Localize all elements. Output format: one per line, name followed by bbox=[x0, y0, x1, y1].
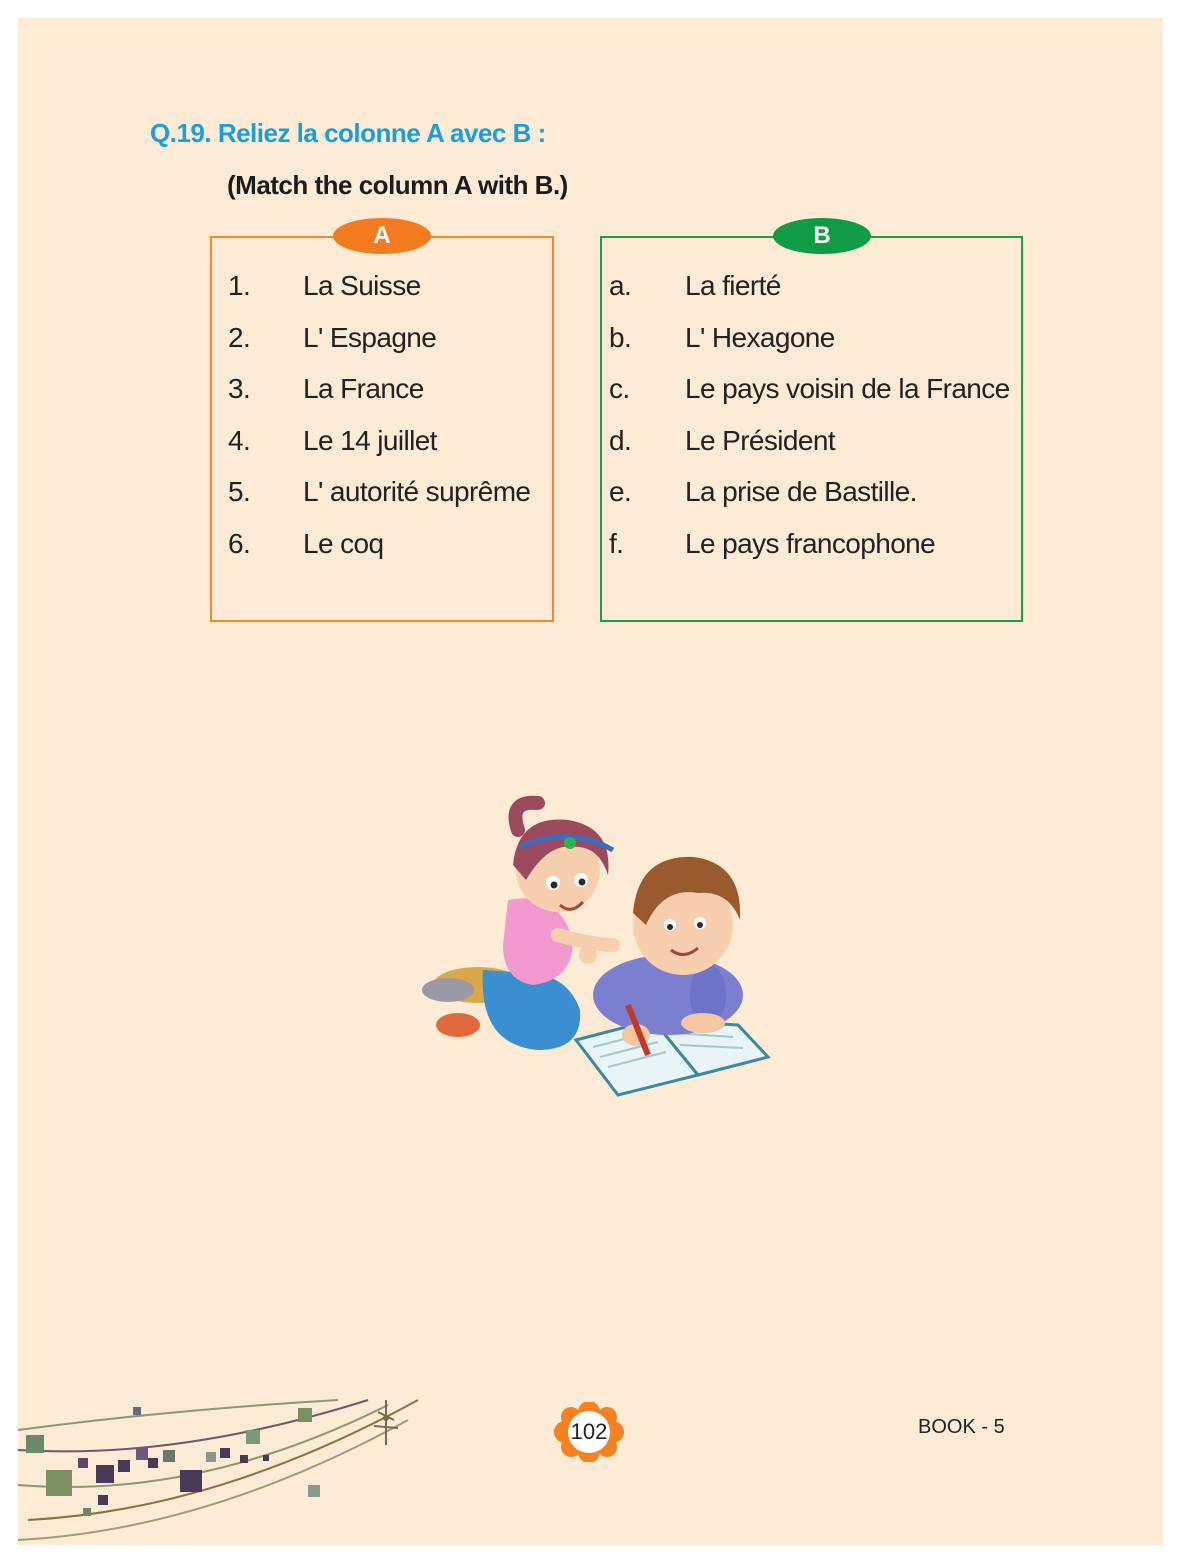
item-text: L' Espagne bbox=[303, 322, 437, 353]
column-a-label: A bbox=[333, 218, 431, 254]
item-text: Le Président bbox=[685, 425, 836, 456]
boy-figure bbox=[593, 857, 743, 1055]
item-number: 6. bbox=[228, 528, 251, 559]
item-text: Le 14 juillet bbox=[303, 425, 437, 456]
item-letter: c. bbox=[609, 373, 630, 404]
item-number: 2. bbox=[228, 322, 251, 353]
girl-figure bbox=[422, 803, 613, 1050]
book-label: BOOK - 5 bbox=[918, 1416, 1005, 1438]
item-text: Le pays francophone bbox=[685, 528, 936, 559]
children-reading-illustration bbox=[408, 795, 778, 1100]
item-text: La prise de Bastille. bbox=[685, 476, 917, 507]
item-text: La France bbox=[303, 373, 424, 404]
item-letter: b. bbox=[609, 322, 632, 353]
item-text: Le coq bbox=[303, 528, 384, 559]
item-text: Le pays voisin de la France bbox=[685, 373, 1010, 404]
item-text: L' Hexagone bbox=[685, 322, 835, 353]
item-letter: e. bbox=[609, 476, 632, 507]
item-letter: f. bbox=[609, 528, 624, 559]
page-number-badge bbox=[553, 1402, 625, 1462]
item-number: 4. bbox=[228, 425, 251, 456]
footer-decoration bbox=[18, 1390, 438, 1545]
item-letter: a. bbox=[609, 270, 632, 301]
question-title: Q.19. Reliez la colonne A avec B : bbox=[150, 118, 546, 148]
question-subtitle: (Match the column A with B.) bbox=[227, 170, 568, 200]
page-number: 102 bbox=[570, 1419, 608, 1444]
item-text: La fierté bbox=[685, 270, 781, 301]
item-letter: d. bbox=[609, 425, 632, 456]
item-number: 3. bbox=[228, 373, 251, 404]
item-text: La Suisse bbox=[303, 270, 421, 301]
item-number: 5. bbox=[228, 476, 251, 507]
column-b-label: B bbox=[773, 218, 871, 254]
item-text: L' autorité suprême bbox=[303, 476, 531, 507]
item-number: 1. bbox=[228, 270, 251, 301]
